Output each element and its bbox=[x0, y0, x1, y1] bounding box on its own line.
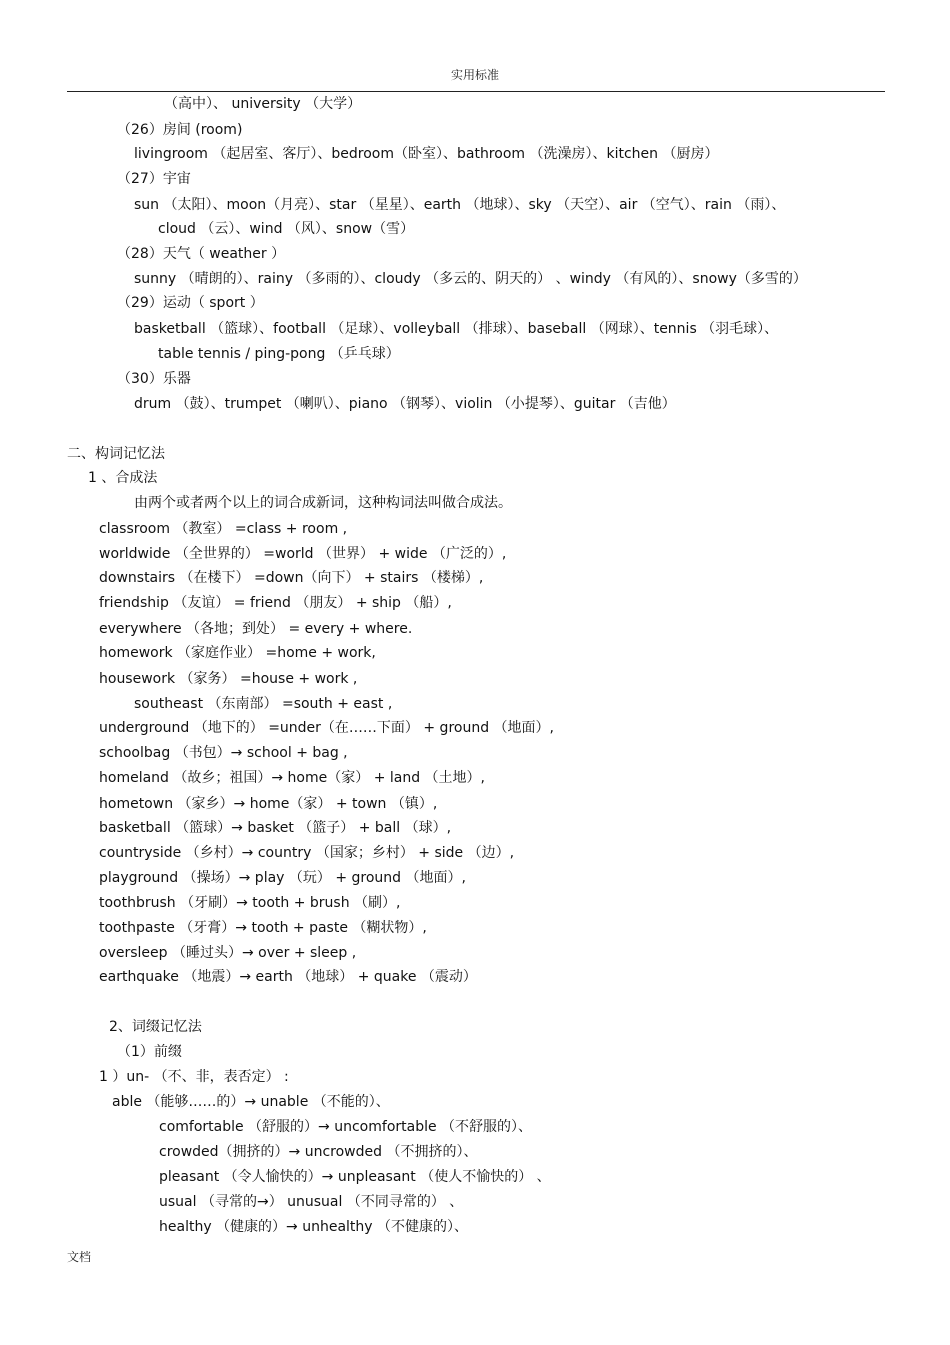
section-27-universe: （27）宇宙 bbox=[117, 171, 191, 187]
heading-word-formation: 二、构词记忆法 bbox=[67, 446, 165, 462]
prefix-un-healthy: healthy （健康的）→ unhealthy （不健康的）、 bbox=[159, 1219, 469, 1235]
weather-vocab: sunny （晴朗的）、rainy （多雨的）、cloudy （多云的、阴天的） 、windy （有风的）、snowy（多雪的） bbox=[134, 271, 807, 287]
section-30-instruments: （30）乐器 bbox=[117, 371, 191, 387]
compound-toothpaste: toothpaste （牙膏）→ tooth + paste （糊状物）, bbox=[99, 920, 427, 936]
prefix-un-crowded: crowded（拥挤的）→ uncrowded （不拥挤的）、 bbox=[159, 1144, 478, 1160]
compound-everywhere: everywhere （各地；到处） = every + where. bbox=[99, 621, 413, 637]
subheading-affixes: 2、词缀记忆法 bbox=[109, 1019, 202, 1035]
compound-friendship: friendship （友谊） = friend （朋友） + ship （船）, bbox=[99, 595, 452, 611]
universe-vocab-1: sun （太阳）、moon（月亮）、star （星星）、earth （地球）、sky （天空）、air （空气）、rain （雨）、 bbox=[134, 197, 786, 213]
sport-vocab-1: basketball （篮球）、football （足球）、volleyball （排球）、baseball （网球）、tennis （羽毛球）、 bbox=[134, 321, 779, 337]
compound-downstairs: downstairs （在楼下） =down（向下） + stairs （楼梯）, bbox=[99, 570, 484, 586]
universe-vocab-2: cloud （云）、wind （风）、snow（雪） bbox=[158, 221, 415, 237]
page-header: 实用标准 bbox=[450, 68, 499, 82]
prefix-un-comfortable: comfortable （舒服的）→ uncomfortable （不舒服的）、 bbox=[159, 1119, 533, 1135]
compound-hometown: hometown （家乡）→ home（家） + town （镇）, bbox=[99, 796, 438, 812]
compounding-description: 由两个或者两个以上的词合成新词，这种构词法叫做合成法。 bbox=[134, 495, 512, 511]
section-28-weather: （28）天气（ weather ） bbox=[117, 246, 286, 262]
compound-toothbrush: toothbrush （牙刷）→ tooth + brush （刷）, bbox=[99, 895, 401, 911]
compound-homework: homework （家庭作业） =home + work, bbox=[99, 645, 376, 661]
compound-playground: playground （操场）→ play （玩） + ground （地面）, bbox=[99, 870, 466, 886]
instrument-vocab: drum （鼓）、trumpet （喇叭）、piano （钢琴）、violin （小提琴）、guitar （吉他） bbox=[134, 396, 676, 412]
sport-vocab-2: table tennis / ping-pong （乒乓球） bbox=[158, 346, 400, 362]
compound-worldwide: worldwide （全世界的） =world （世界） + wide （广泛的）, bbox=[99, 546, 507, 562]
header-divider bbox=[67, 91, 885, 92]
prefix-un-heading: 1 ）un- （不、非，表否定） : bbox=[99, 1069, 289, 1085]
section-26-room: （26）房间 (room) bbox=[117, 122, 243, 138]
entry-school-university: （高中）、 university （大学） bbox=[164, 96, 362, 112]
subheading-prefixes: （1）前缀 bbox=[117, 1044, 182, 1060]
prefix-un-usual: usual （寻常的→） unusual （不同寻常的） 、 bbox=[159, 1194, 464, 1210]
page-footer: 文档 bbox=[67, 1250, 92, 1264]
compound-earthquake: earthquake （地震）→ earth （地球） + quake （震动） bbox=[99, 969, 477, 985]
section-29-sport: （29）运动（ sport ） bbox=[117, 295, 264, 311]
compound-housework: housework （家务） =house + work , bbox=[99, 671, 358, 687]
compound-oversleep: oversleep （睡过头）→ over + sleep , bbox=[99, 945, 357, 961]
prefix-un-able: able （能够……的）→ unable （不能的）、 bbox=[112, 1094, 390, 1110]
compound-underground: underground （地下的） =under（在……下面） + ground （地面）, bbox=[99, 720, 554, 736]
compound-schoolbag: schoolbag （书包）→ school + bag , bbox=[99, 745, 348, 761]
prefix-un-pleasant: pleasant （令人愉快的）→ unpleasant （使人不愉快的） 、 bbox=[159, 1169, 551, 1185]
compound-southeast: southeast （东南部） =south + east , bbox=[134, 696, 393, 712]
compound-countryside: countryside （乡村）→ country （国家；乡村） + side （边）, bbox=[99, 845, 515, 861]
compound-homeland: homeland （故乡；祖国）→ home（家） + land （土地）, bbox=[99, 770, 485, 786]
subheading-compounding: 1 、合成法 bbox=[88, 470, 158, 486]
compound-basketball: basketball （篮球）→ basket （篮子） + ball （球）, bbox=[99, 820, 452, 836]
room-vocab: livingroom （起居室、客厅）、bedroom（卧室）、bathroom （洗澡房）、kitchen （厨房） bbox=[134, 146, 719, 162]
compound-classroom: classroom （教室） =class + room , bbox=[99, 521, 348, 537]
